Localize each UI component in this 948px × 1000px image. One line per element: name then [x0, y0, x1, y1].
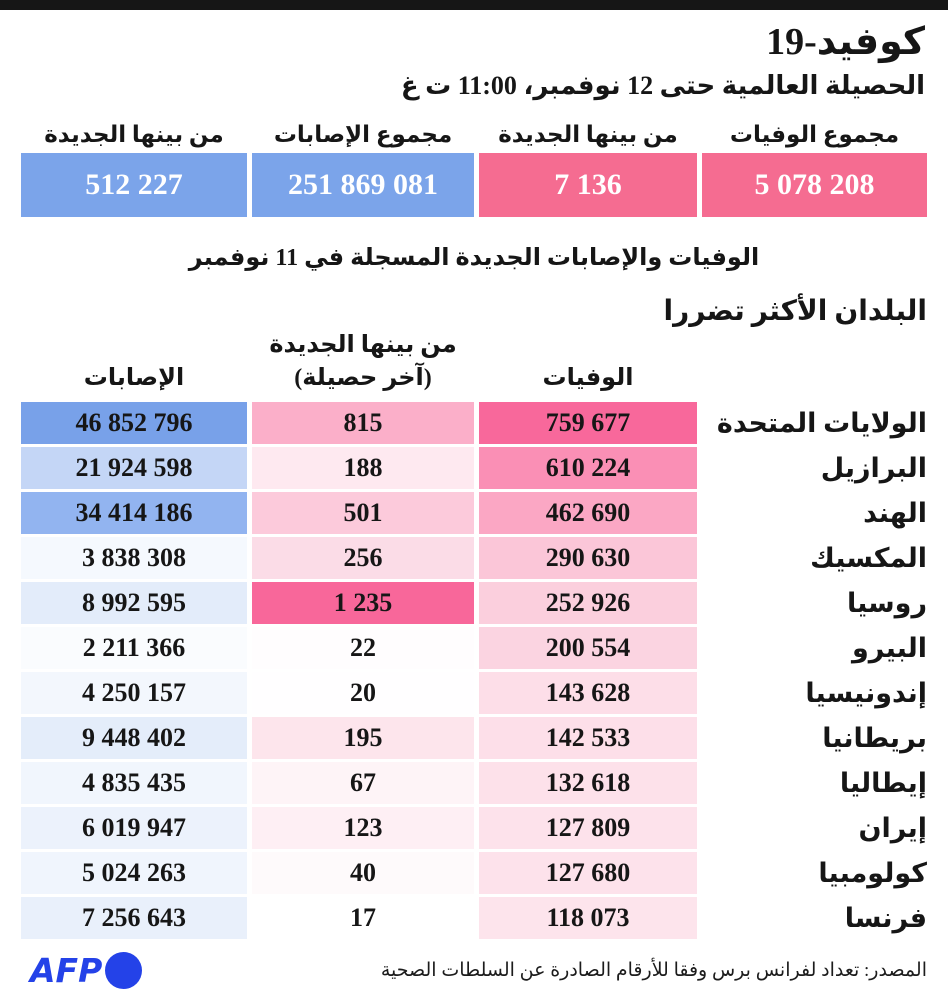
countries-table-header [0, 294, 948, 394]
top-black-bar [0, 0, 948, 10]
cases-cell: 8 992 595 [21, 582, 247, 624]
table-row [0, 492, 948, 534]
new-deaths-cell: 40 [252, 852, 474, 894]
summary-value-new-cases: 512 227 [21, 153, 247, 217]
column-header-cases: الإصابات [83, 364, 185, 391]
country-name: إندونيسيا [805, 677, 927, 708]
country-name: فرنسا [844, 902, 927, 933]
section-title-most-affected: البلدان الأكثر تضررا [663, 296, 927, 328]
table-row [0, 672, 948, 714]
deaths-cell: 462 690 [479, 492, 697, 534]
new-deaths-cell: 17 [252, 897, 474, 939]
table-row [0, 717, 948, 759]
new-deaths-cell: 20 [252, 672, 474, 714]
cases-cell: 7 256 643 [21, 897, 247, 939]
new-deaths-cell: 123 [252, 807, 474, 849]
table-row [0, 537, 948, 579]
page-subtitle: الحصيلة العالمية حتى 12 نوفمبر، 11:00 ت غ [400, 70, 925, 100]
summary-value-row [0, 153, 948, 217]
summary-label-new-deaths: من بينها الجديدة [498, 122, 678, 148]
summary-value-total-deaths: 5 078 208 [702, 153, 927, 217]
table-row [0, 402, 948, 444]
new-deaths-cell: 195 [252, 717, 474, 759]
country-name: المكسيك [810, 542, 927, 573]
deaths-cell: 610 224 [479, 447, 697, 489]
cases-cell: 6 019 947 [21, 807, 247, 849]
summary-value-new-deaths: 7 136 [479, 153, 697, 217]
cases-cell: 5 024 263 [21, 852, 247, 894]
deaths-cell: 127 809 [479, 807, 697, 849]
summary-label-total-cases: مجموع الإصابات [273, 122, 453, 148]
source-text: المصدر: تعداد لفرانس برس وفقا للأرقام الصادرة عن السلطات الصحية [380, 960, 927, 982]
deaths-cell: 252 926 [479, 582, 697, 624]
page-title: كوفيد-19 [766, 21, 925, 63]
country-name: روسيا [846, 587, 927, 618]
table-row [0, 582, 948, 624]
country-name: إيران [858, 812, 927, 843]
column-header-new-deaths-line1: من بينها الجديدة [269, 332, 457, 359]
cases-cell: 21 924 598 [21, 447, 247, 489]
deaths-cell: 118 073 [479, 897, 697, 939]
cases-cell: 4 250 157 [21, 672, 247, 714]
country-name: بريطانيا [822, 722, 927, 753]
table-row [0, 807, 948, 849]
table-row [0, 897, 948, 939]
new-deaths-cell: 22 [252, 627, 474, 669]
deaths-cell: 200 554 [479, 627, 697, 669]
new-deaths-cell: 256 [252, 537, 474, 579]
country-name: الولايات المتحدة [716, 407, 927, 438]
column-header-new-deaths [252, 329, 474, 394]
afp-logo-circle-icon [105, 952, 142, 989]
table-row [0, 762, 948, 804]
table-row [0, 447, 948, 489]
new-deaths-cell: 1 235 [252, 582, 474, 624]
country-name: البيرو [851, 632, 927, 663]
new-deaths-cell: 67 [252, 762, 474, 804]
new-deaths-cell: 501 [252, 492, 474, 534]
deaths-cell: 127 680 [479, 852, 697, 894]
summary-value-total-cases: 251 869 081 [252, 153, 474, 217]
deaths-cell: 132 618 [479, 762, 697, 804]
deaths-cell: 143 628 [479, 672, 697, 714]
cases-cell: 4 835 435 [21, 762, 247, 804]
summary-label-total-deaths: مجموع الوفيات [729, 122, 900, 148]
deaths-cell: 759 677 [479, 402, 697, 444]
cases-cell: 2 211 366 [21, 627, 247, 669]
countries-table-body [0, 402, 948, 939]
cases-cell: 46 852 796 [21, 402, 247, 444]
country-name: البرازيل [820, 452, 927, 483]
afp-logo [30, 951, 142, 990]
footer [0, 939, 948, 990]
deaths-cell: 142 533 [479, 717, 697, 759]
summary-header-row [0, 122, 948, 148]
country-name: الهند [863, 497, 927, 528]
summary-note: الوفيات والإصابات الجديدة المسجلة في 11 نوفمبر [188, 245, 760, 272]
cases-cell: 3 838 308 [21, 537, 247, 579]
new-deaths-cell: 815 [252, 402, 474, 444]
column-header-deaths: الوفيات [542, 364, 634, 391]
country-name: كولومبيا [818, 857, 927, 888]
table-row [0, 627, 948, 669]
country-name: إيطاليا [839, 767, 927, 798]
table-row [0, 852, 948, 894]
deaths-cell: 290 630 [479, 537, 697, 579]
new-deaths-cell: 188 [252, 447, 474, 489]
summary-label-new-cases: من بينها الجديدة [44, 122, 224, 148]
afp-logo-text: AFP [30, 951, 103, 991]
cases-cell: 9 448 402 [21, 717, 247, 759]
cases-cell: 34 414 186 [21, 492, 247, 534]
column-header-new-deaths-line2: (آخر حصيلة) [294, 364, 432, 391]
